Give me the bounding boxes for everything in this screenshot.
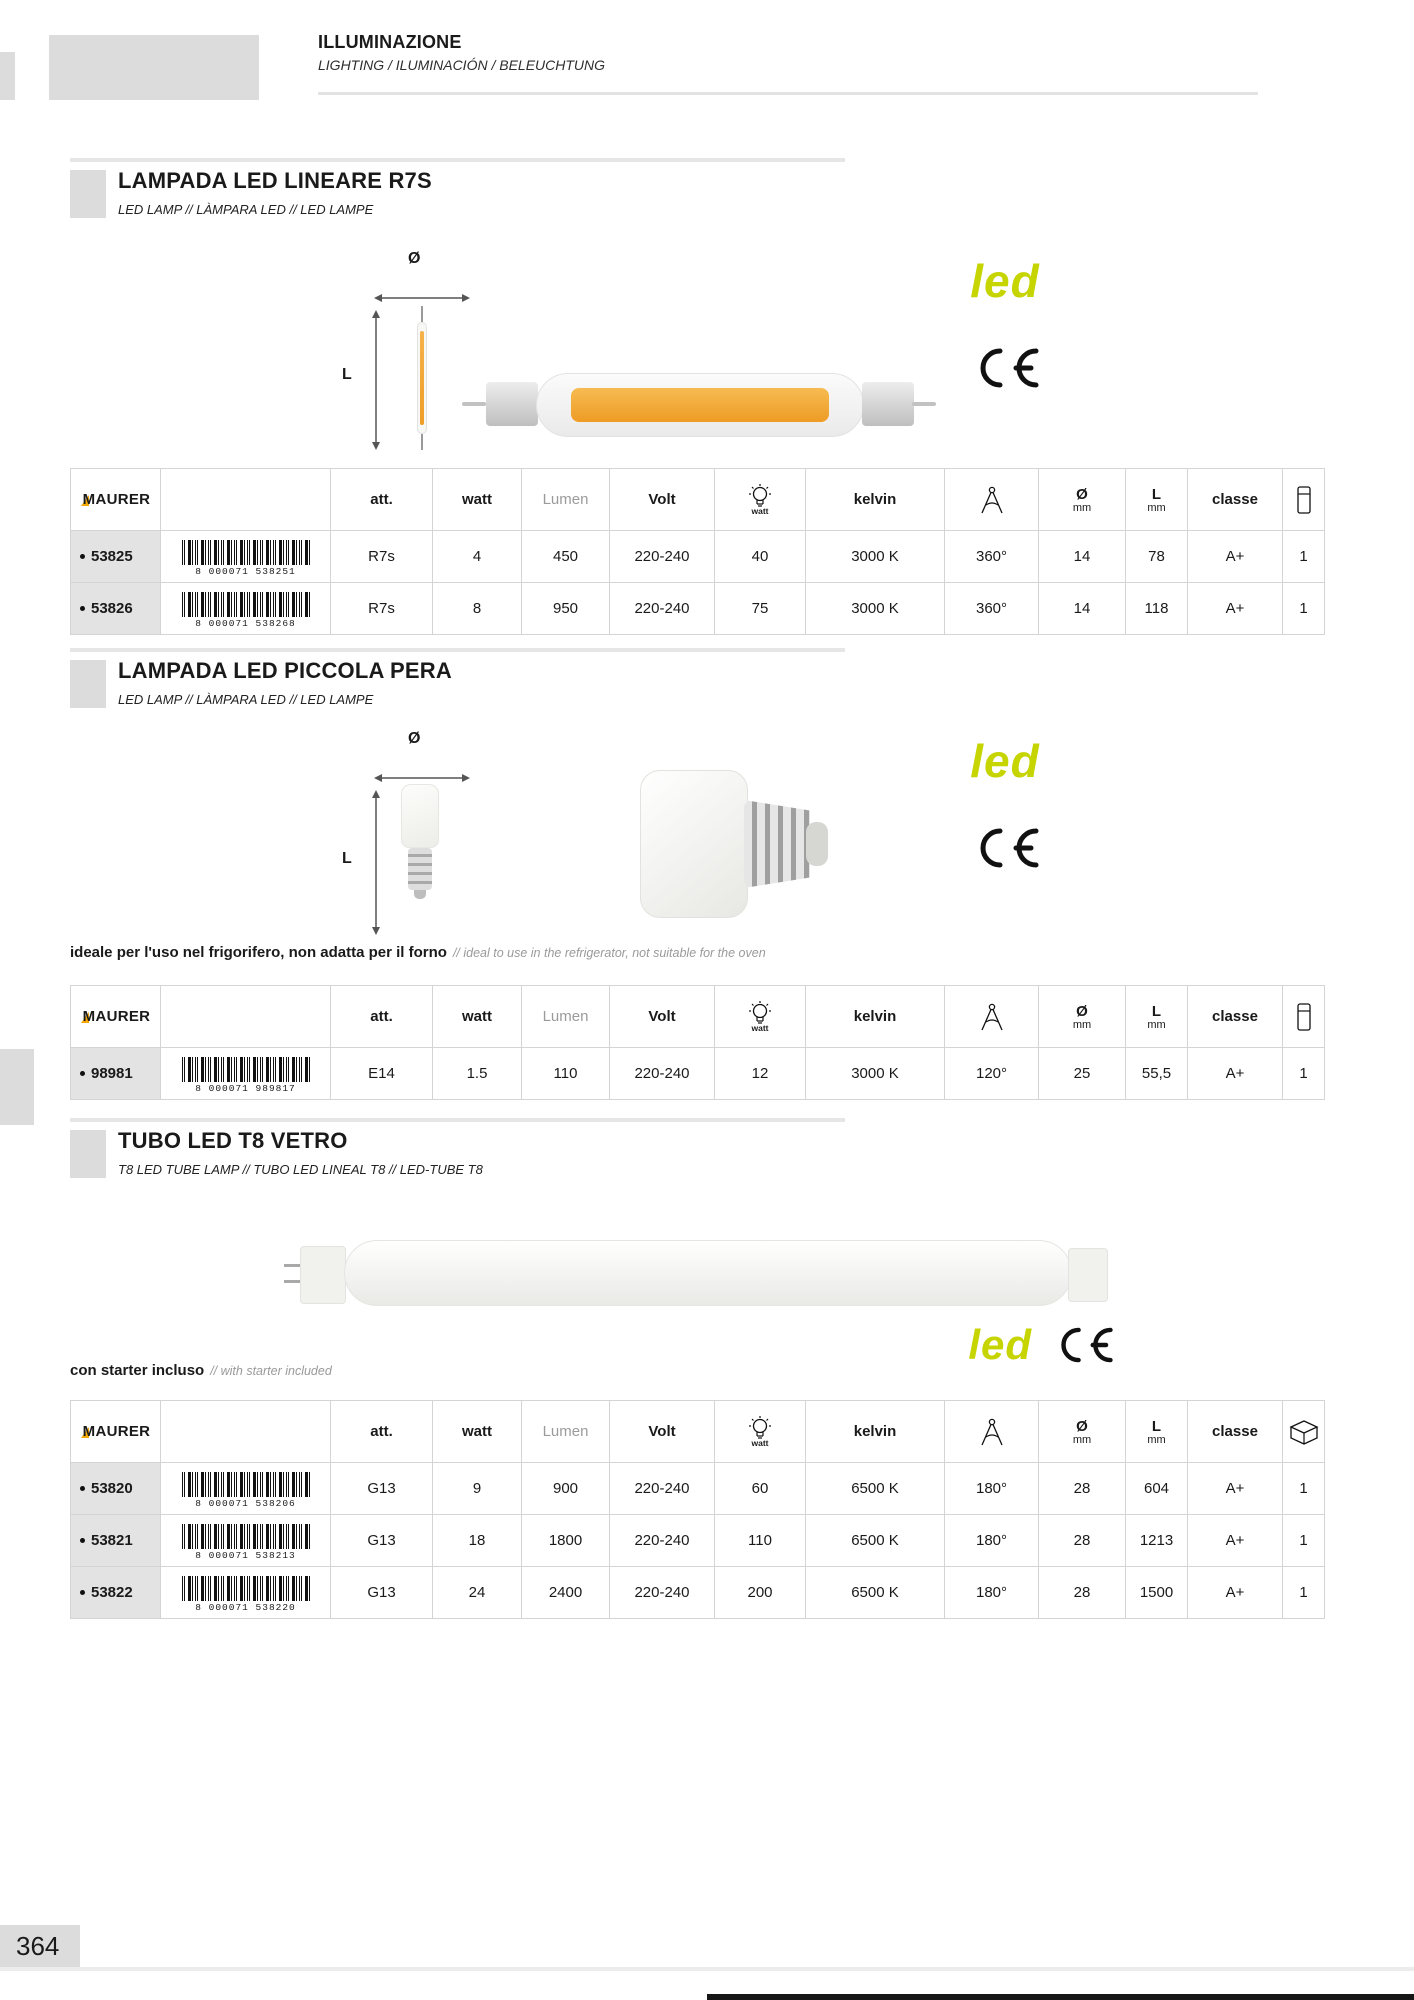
cell-length: 78 [1126, 531, 1188, 583]
column-header-diameter: Ø mm [1039, 1401, 1126, 1463]
table-row [71, 583, 1325, 635]
barcode-stripes [182, 1524, 310, 1549]
pear-lamp-small [398, 784, 442, 899]
lamp-contact-tip [414, 890, 426, 899]
cell-att: R7s [331, 583, 433, 635]
cell-watt_eq: 12 [715, 1048, 806, 1100]
page-header-subtitle: LIGHTING / ILUMINACIÓN / BELEUCHTUNG [318, 57, 606, 73]
cell-att: G13 [331, 1515, 433, 1567]
column-header-beam-angle [945, 1401, 1039, 1463]
article-code: 53821 [71, 1515, 161, 1567]
cell-volt: 220-240 [610, 1048, 715, 1100]
section-note [70, 944, 766, 961]
note-english: // ideal to use in the refrigerator, not suitable for the oven [452, 946, 766, 960]
cell-lumen: 110 [522, 1048, 610, 1100]
cell-kelvin: 6500 K [806, 1515, 945, 1567]
cell-lumen: 2400 [522, 1567, 610, 1619]
lamp-contact-tip [462, 402, 486, 406]
column-header-classe: classe [1188, 986, 1283, 1048]
column-header-volt: Volt [610, 986, 715, 1048]
column-header-att: att. [331, 469, 433, 531]
cell-att: G13 [331, 1567, 433, 1619]
lamp-contact-tip [912, 402, 936, 406]
column-header-diameter: Ø mm [1039, 469, 1126, 531]
table-row [71, 1463, 1325, 1515]
cell-classe: A+ [1188, 1515, 1283, 1567]
column-header-watt: watt [433, 986, 522, 1048]
cell-pack: 1 [1283, 1048, 1325, 1100]
barcode [161, 1515, 331, 1567]
note-italian: ideale per l'uso nel frigorifero, non adatta per il forno [70, 944, 447, 961]
brand-header [71, 469, 161, 531]
cell-diameter: 28 [1039, 1567, 1126, 1619]
bullet-dot [80, 606, 85, 611]
barcode-stripes [182, 592, 310, 617]
column-header-length: L mm [1126, 1401, 1188, 1463]
table-body [71, 1048, 1325, 1100]
header-edge-strip [0, 52, 15, 100]
cell-diameter: 14 [1039, 583, 1126, 635]
bullet-dot [80, 1486, 85, 1491]
note-english: // with starter included [210, 1364, 332, 1378]
table-header [71, 1401, 1325, 1463]
lamp-end-cap [862, 382, 914, 426]
article-code: 53820 [71, 1463, 161, 1515]
r7s-lamp-small [416, 306, 428, 450]
ean-number: 8 000071 538268 [195, 617, 296, 629]
ean-number: 8 000071 538220 [195, 1601, 296, 1613]
barcode-header [161, 1401, 331, 1463]
cell-length: 604 [1126, 1463, 1188, 1515]
lamp-body [401, 784, 439, 848]
column-header-watt-equivalent [715, 469, 806, 531]
cell-att: G13 [331, 1463, 433, 1515]
barcode-header [161, 986, 331, 1048]
column-header-lumen: Lumen [522, 469, 610, 531]
cell-length: 1213 [1126, 1515, 1188, 1567]
column-header-watt-equivalent [715, 1401, 806, 1463]
column-header-diameter: Ø mm [1039, 986, 1126, 1048]
section-title: TUBO LED T8 VETRO [118, 1128, 348, 1153]
article-code: 53822 [71, 1567, 161, 1619]
cell-kelvin: 3000 K [806, 1048, 945, 1100]
cell-watt: 9 [433, 1463, 522, 1515]
length-label: L [342, 366, 352, 383]
header-rule [318, 92, 1258, 95]
cell-watt: 8 [433, 583, 522, 635]
cell-pack: 1 [1283, 1515, 1325, 1567]
beam-angle-icon [978, 1417, 1006, 1447]
ean-number: 8 000071 989817 [195, 1082, 296, 1094]
cell-angle: 180° [945, 1463, 1039, 1515]
section-rule [70, 158, 845, 162]
cell-watt_eq: 200 [715, 1567, 806, 1619]
product-figure-pear [250, 728, 1100, 940]
column-header-att: att. [331, 986, 433, 1048]
bullet-dot [80, 1590, 85, 1595]
column-header-beam-angle [945, 469, 1039, 531]
table-row [71, 1048, 1325, 1100]
section-subtitle: LED LAMP // LÀMPARA LED // LED LAMPE [118, 692, 374, 707]
package-icon [1296, 485, 1312, 515]
tube-body [344, 1240, 1072, 1306]
diameter-label: Ø [408, 250, 421, 267]
cell-angle: 180° [945, 1567, 1039, 1619]
header-gray-box [49, 35, 259, 100]
lamp-wire [421, 306, 423, 322]
cell-pack: 1 [1283, 1463, 1325, 1515]
cell-length: 118 [1126, 583, 1188, 635]
led-logo: led [968, 1321, 1032, 1368]
table-product-pear [70, 985, 1325, 1100]
ce-mark-icon [1052, 1325, 1114, 1365]
barcode [161, 1048, 331, 1100]
product-figure-tube [250, 1208, 1150, 1368]
note-italian: con starter incluso [70, 1362, 205, 1379]
package-icon [1296, 1002, 1312, 1032]
cell-diameter: 28 [1039, 1463, 1126, 1515]
cell-angle: 360° [945, 583, 1039, 635]
tube-pin [284, 1280, 300, 1283]
page-header-title: ILLUMINAZIONE [318, 32, 462, 52]
cell-kelvin: 3000 K [806, 583, 945, 635]
column-header-watt: watt [433, 469, 522, 531]
product-figure-r7s [250, 248, 1100, 460]
cell-classe: A+ [1188, 583, 1283, 635]
cell-watt_eq: 40 [715, 531, 806, 583]
cell-classe: A+ [1188, 1567, 1283, 1619]
bullet-dot [80, 1538, 85, 1543]
cell-watt: 4 [433, 531, 522, 583]
page-number: 364 [16, 1930, 60, 1961]
column-header-volt: Volt [610, 1401, 715, 1463]
cell-lumen: 900 [522, 1463, 610, 1515]
article-code: 53826 [71, 583, 161, 635]
pear-lamp-large-body [640, 770, 748, 918]
cell-kelvin: 6500 K [806, 1463, 945, 1515]
cell-lumen: 950 [522, 583, 610, 635]
lamp-end-cap [486, 382, 538, 426]
ean-number: 8 000071 538206 [195, 1497, 296, 1509]
barcode-stripes [182, 540, 310, 565]
cell-diameter: 28 [1039, 1515, 1126, 1567]
column-header-classe: classe [1188, 1401, 1283, 1463]
cell-watt_eq: 75 [715, 583, 806, 635]
section-rule [70, 1118, 845, 1122]
tube-end-cap [1068, 1248, 1108, 1302]
ce-mark-icon [970, 346, 1040, 390]
tube-pin [284, 1264, 300, 1267]
barcode-stripes [182, 1472, 310, 1497]
column-header-beam-angle [945, 986, 1039, 1048]
vertical-arrow-icon [370, 790, 382, 935]
horizontal-arrow-icon [374, 772, 470, 784]
table-header [71, 986, 1325, 1048]
column-header-length: L mm [1126, 469, 1188, 531]
brand-header [71, 986, 161, 1048]
beam-angle-icon [978, 1002, 1006, 1032]
cell-watt: 18 [433, 1515, 522, 1567]
cell-watt: 1.5 [433, 1048, 522, 1100]
barcode-header [161, 469, 331, 531]
diameter-label: Ø [408, 730, 421, 747]
column-header-classe: classe [1188, 469, 1283, 531]
cell-pack: 1 [1283, 583, 1325, 635]
column-header-watt-equivalent-label: watt [751, 506, 769, 516]
cell-volt: 220-240 [610, 531, 715, 583]
maurer-logo: MAURER [82, 491, 151, 508]
section-rule [70, 648, 845, 652]
certification-marks [940, 255, 1070, 390]
bullet-dot [80, 554, 85, 559]
cell-volt: 220-240 [610, 1515, 715, 1567]
column-header-lumen: Lumen [522, 986, 610, 1048]
cell-lumen: 450 [522, 531, 610, 583]
ce-mark-icon [970, 826, 1040, 870]
certification-marks [940, 735, 1070, 870]
cell-kelvin: 6500 K [806, 1567, 945, 1619]
beam-angle-icon [978, 485, 1006, 515]
table-product-tube [70, 1400, 1325, 1619]
page-number-box [0, 1925, 80, 1967]
column-header-watt-equivalent-label: watt [751, 1023, 769, 1033]
cell-length: 55,5 [1126, 1048, 1188, 1100]
column-header-kelvin: kelvin [806, 1401, 945, 1463]
cell-kelvin: 3000 K [806, 531, 945, 583]
cell-diameter: 25 [1039, 1048, 1126, 1100]
barcode [161, 583, 331, 635]
cell-watt: 24 [433, 1567, 522, 1619]
cell-volt: 220-240 [610, 583, 715, 635]
cell-diameter: 14 [1039, 531, 1126, 583]
maurer-logo: MAURER [82, 1008, 151, 1025]
r7s-lamp-large [536, 373, 864, 437]
barcode [161, 531, 331, 583]
section-subtitle: T8 LED TUBE LAMP // TUBO LED LINEAL T8 // LED-TUBE T8 [118, 1162, 483, 1177]
column-header-att: att. [331, 1401, 433, 1463]
column-header-lumen: Lumen [522, 1401, 610, 1463]
length-label: L [342, 850, 352, 867]
table-body [71, 1463, 1325, 1619]
cell-watt_eq: 110 [715, 1515, 806, 1567]
barcode [161, 1463, 331, 1515]
section-title: LAMPADA LED PICCOLA PERA [118, 658, 452, 683]
section-title: LAMPADA LED LINEARE R7S [118, 168, 432, 193]
table-product-r7s [70, 468, 1325, 635]
section-note [70, 1362, 332, 1379]
ean-number: 8 000071 538213 [195, 1549, 296, 1561]
section-subtitle: LED LAMP // LÀMPARA LED // LED LAMPE [118, 202, 374, 217]
maurer-logo: MAURER [82, 1423, 151, 1440]
cell-pack: 1 [1283, 531, 1325, 583]
lamp-screw-base [408, 848, 432, 890]
barcode-stripes [182, 1057, 310, 1082]
cell-angle: 120° [945, 1048, 1039, 1100]
cell-volt: 220-240 [610, 1567, 715, 1619]
cell-classe: A+ [1188, 531, 1283, 583]
cell-lumen: 1800 [522, 1515, 610, 1567]
column-header-watt-equivalent-label: watt [751, 1438, 769, 1448]
cell-classe: A+ [1188, 1048, 1283, 1100]
cell-att: E14 [331, 1048, 433, 1100]
article-code: 98981 [71, 1048, 161, 1100]
table-row [71, 1567, 1325, 1619]
column-header-pack [1283, 1401, 1325, 1463]
column-header-watt-equivalent [715, 986, 806, 1048]
column-header-pack [1283, 469, 1325, 531]
cell-watt_eq: 60 [715, 1463, 806, 1515]
barcode [161, 1567, 331, 1619]
column-header-volt: Volt [610, 469, 715, 531]
pear-lamp-large-screw [744, 800, 810, 888]
pear-lamp-large-tip [806, 822, 828, 866]
lamp-glass [417, 322, 427, 434]
lamp-wire [421, 434, 423, 450]
article-code: 53825 [71, 531, 161, 583]
column-header-length: L mm [1126, 986, 1188, 1048]
horizontal-arrow-icon [374, 292, 470, 304]
column-header-kelvin: kelvin [806, 986, 945, 1048]
certification-marks [968, 1321, 1114, 1368]
column-header-kelvin: kelvin [806, 469, 945, 531]
table-row [71, 531, 1325, 583]
table-body [71, 531, 1325, 635]
bullet-dot [80, 1071, 85, 1076]
bottom-bar [707, 1994, 1414, 2000]
cell-pack: 1 [1283, 1567, 1325, 1619]
section-bullet-square [70, 170, 106, 218]
led-logo: led [970, 255, 1040, 307]
table-row [71, 1515, 1325, 1567]
tube-end-cap [300, 1246, 346, 1304]
brand-header [71, 1401, 161, 1463]
cell-angle: 180° [945, 1515, 1039, 1567]
column-header-watt: watt [433, 1401, 522, 1463]
led-logo: led [970, 735, 1040, 787]
cell-classe: A+ [1188, 1463, 1283, 1515]
cell-angle: 360° [945, 531, 1039, 583]
cell-volt: 220-240 [610, 1463, 715, 1515]
footer-rule [0, 1967, 1414, 1971]
section-bullet-square [70, 660, 106, 708]
barcode-stripes [182, 1576, 310, 1601]
box-icon [1289, 1419, 1319, 1445]
section-bullet-square [70, 1130, 106, 1178]
vertical-arrow-icon [370, 310, 382, 450]
side-tab [0, 1049, 34, 1125]
cell-att: R7s [331, 531, 433, 583]
column-header-pack [1283, 986, 1325, 1048]
ean-number: 8 000071 538251 [195, 565, 296, 577]
cell-length: 1500 [1126, 1567, 1188, 1619]
table-header [71, 469, 1325, 531]
